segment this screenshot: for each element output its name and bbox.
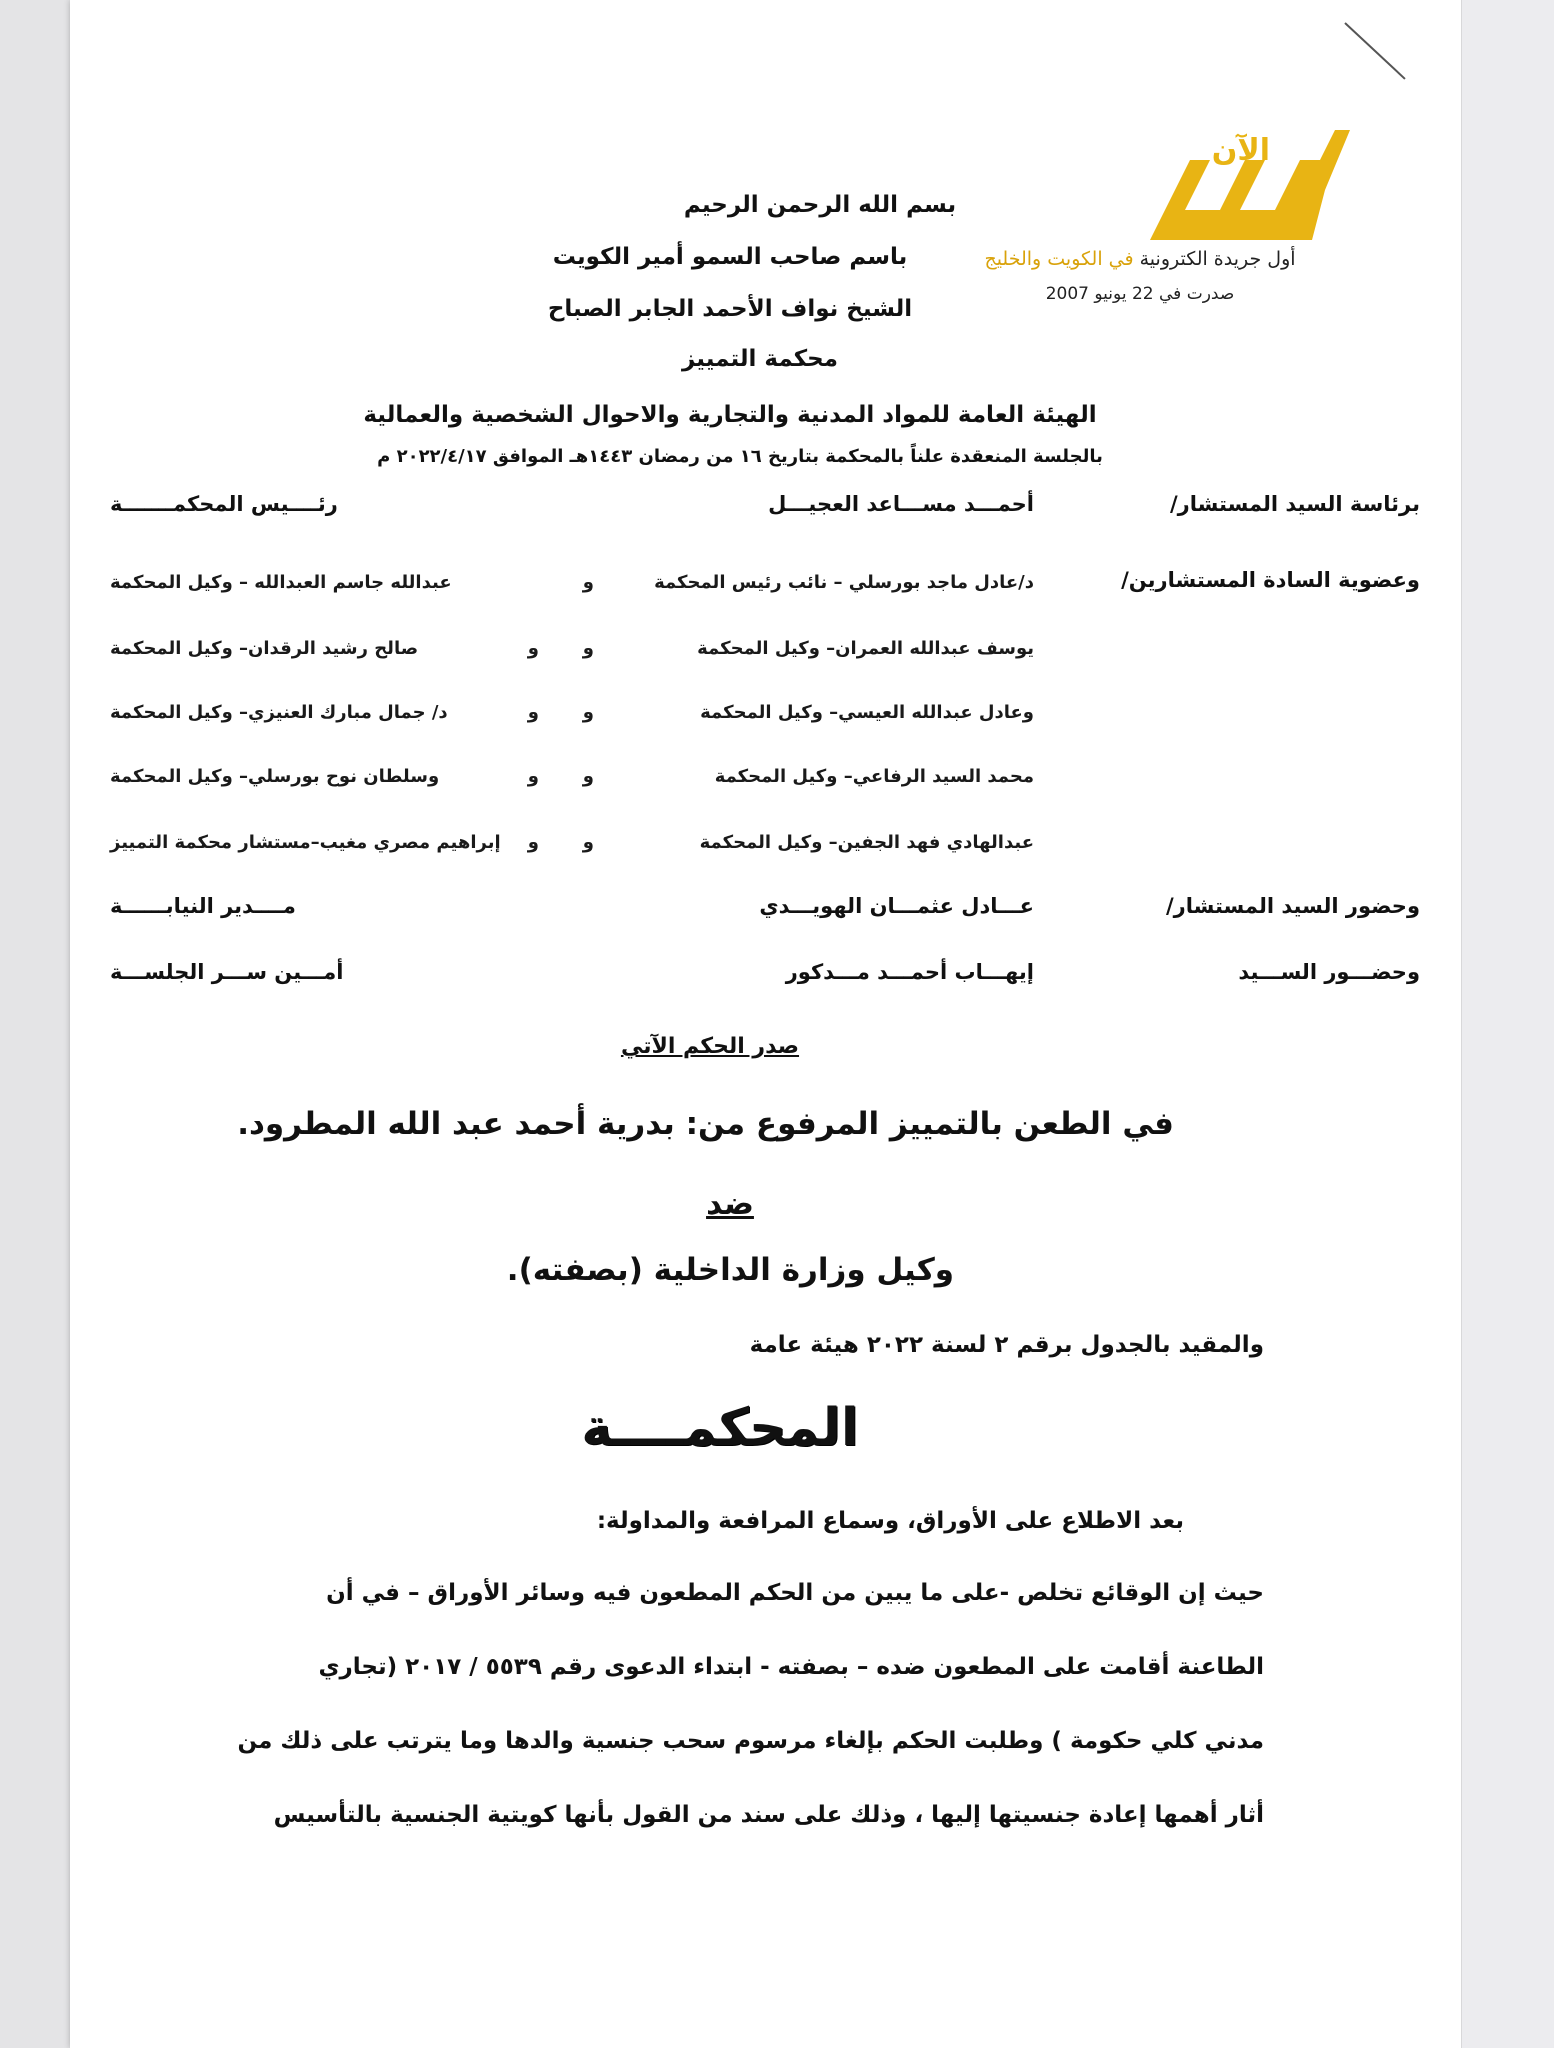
presidency-role: رئــــيس المحكمـــــــة [110, 492, 338, 516]
body-line-4: أثار أهمها إعادة جنسيتها إليها ، وذلك على سند من القول بأنها كويتية الجنسية بالتأسيس [273, 1802, 1264, 1828]
body-line-1: حيث إن الوقائع تخلص -على ما يبين من الحكم المطعون فيه وسائر الأوراق – في أن [326, 1580, 1264, 1606]
emir-line: الشيخ نواف الأحمد الجابر الصباح [547, 296, 913, 322]
prosecution-role: مــــدير النيابــــــة [110, 894, 296, 918]
member-right-1: د/عادل ماجد بورسلي – نائب رئيس المحكمة [654, 572, 1034, 593]
member-left-2: صالح رشيد الرقدان– وكيل المحكمة [110, 638, 419, 659]
member-left-4: وسلطان نوح بورسلي– وكيل المحكمة [110, 766, 440, 787]
session-line: بالجلسة المنعقدة علناً بالمحكمة بتاريخ ١٦ من رمضان ١٤٤٣هـ الموافق ٢٠٢٢/٤/١٧ م [377, 446, 1103, 467]
secretary-label: وحضـــور الســـيد [1238, 960, 1420, 984]
tagline-accent: في الكويت والخليج [984, 248, 1134, 270]
logo-arabic-mark: الآن [1211, 133, 1270, 168]
member-conj-1: و [582, 572, 594, 593]
member-left-5: إبراهيم مصري مغيب–مستشار محكمة التمييز [110, 832, 501, 853]
secretary-name: إيهـــاب أحمـــد مـــدكور [785, 960, 1034, 984]
in-name-line: باسم صاحب السمو أمير الكويت [552, 244, 908, 270]
secretary-role: أمـــين ســـر الجلســـة [110, 960, 344, 984]
basmala: بسم الله الرحمن الرحيم [683, 192, 957, 218]
tagline-start: أول جريدة الكترونية [1139, 248, 1296, 270]
member-conj-3a: و [527, 702, 539, 723]
member-right-5: عبدالهادي فهد الجفين– وكيل المحكمة [699, 832, 1034, 853]
presidency-name: أحمـــد مســـاعد العجيـــل [768, 492, 1034, 516]
presidency-label: برئاسة السيد المستشار/ [1169, 492, 1420, 516]
member-right-3: وعادل عبدالله العيسي– وكيل المحكمة [700, 702, 1034, 723]
member-conj-2: و [582, 638, 594, 659]
appeal-line: في الطعن بالتمييز المرفوع من: بدرية أحمد عبد الله المطرود. [237, 1106, 1174, 1142]
panel-name: الهيئة العامة للمواد المدنية والتجارية والاحوال الشخصية والعمالية [363, 402, 1097, 428]
body-line-2: الطاعنة أقامت على المطعون ضده – بصفته - ابتداء الدعوى رقم ٥٥٣٩ / ٢٠١٧ (تجاري [318, 1654, 1264, 1680]
intro-line: بعد الاطلاع على الأوراق، وسماع المرافعة والمداولة: [596, 1508, 1184, 1534]
verdict-issued: صدر الحكم الآتي [620, 1034, 800, 1059]
court-name: محكمة التمييز [682, 346, 838, 372]
member-conj-4: و [582, 766, 594, 787]
member-right-4: محمد السيد الرفاعي– وكيل المحكمة [714, 766, 1034, 787]
member-conj-5: و [582, 832, 594, 853]
member-conj-2a: و [527, 638, 539, 659]
prosecution-label: وحضور السيد المستشار/ [1165, 894, 1420, 918]
member-conj-5a: و [527, 832, 539, 853]
against-word: ضد [706, 1186, 754, 1222]
mahkama-heading: المحكمــــة [581, 1398, 859, 1458]
body-line-3: مدني كلي حكومة ) وطلبت الحكم بإلغاء مرسوم سحب جنسية والدها وما يترتب على ذلك من [237, 1728, 1264, 1754]
logo-tagline [960, 248, 1320, 270]
registered-line: والمقيد بالجدول برقم ٢ لسنة ٢٠٢٢ هيئة عامة [749, 1332, 1264, 1358]
left-margin [0, 0, 70, 2048]
member-left-3: د/ جمال مبارك العنيزي– وكيل المحكمة [110, 702, 448, 723]
right-margin [1461, 0, 1554, 2048]
respondent-line: وكيل وزارة الداخلية (بصفته). [506, 1252, 954, 1288]
prosecution-name: عـــادل عثمـــان الهويـــدي [759, 894, 1034, 918]
logo-since: صدرت في 22 يونيو 2007 [1045, 284, 1235, 304]
member-conj-4a: و [527, 766, 539, 787]
membership-label: وعضوية السادة المستشارين/ [1121, 568, 1420, 592]
member-left-1: عبدالله جاسم العبدالله – وكيل المحكمة [110, 572, 452, 593]
member-right-2: يوسف عبدالله العمران– وكيل المحكمة [697, 638, 1034, 659]
member-conj-3: و [582, 702, 594, 723]
